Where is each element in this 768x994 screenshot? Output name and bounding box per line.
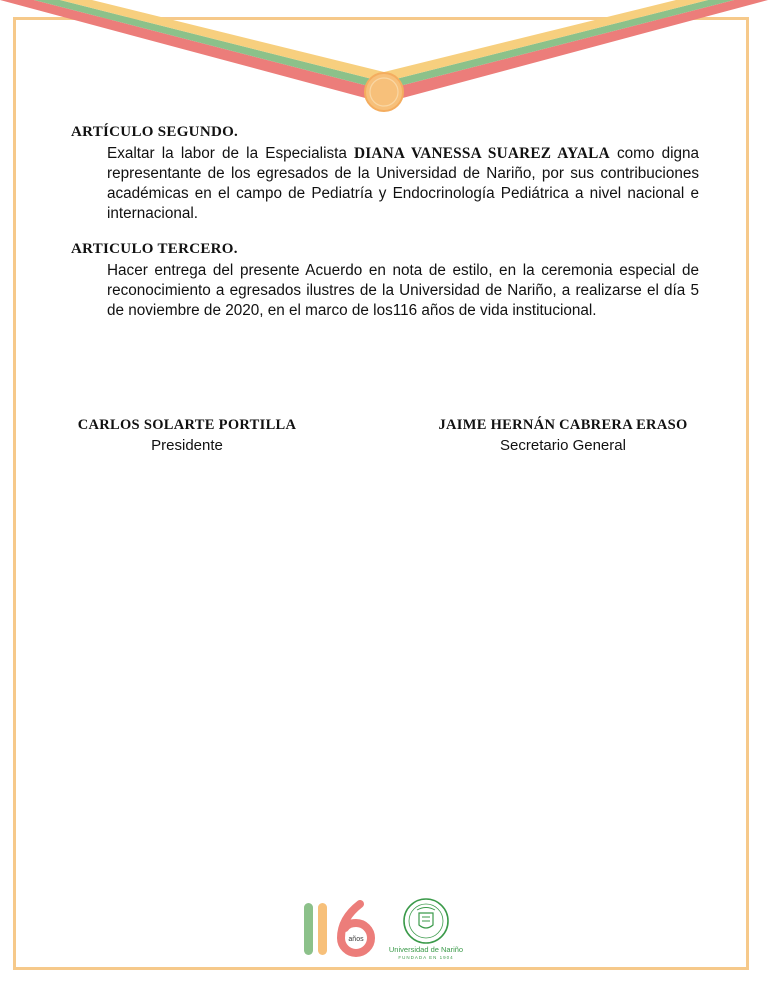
honoree-name: DIANA VANESSA SUAREZ AYALA bbox=[354, 145, 610, 162]
signature-president bbox=[71, 417, 303, 454]
article-heading: ARTÍCULO SEGUNDO. bbox=[71, 124, 239, 140]
article-text: Exaltar la labor de la Especialista DIANA VANESSA SUAREZ AYALA como digna representante de los egresados de la Universidad de Nariño, por sus contribuciones académicas en el campo de Pediatría y Endocrinología Pediátrica a nivel nacional e internacional. bbox=[107, 145, 699, 222]
signatory-name: CARLOS SOLARTE PORTILLA bbox=[77, 417, 297, 433]
university-name: Universidad de Nariño bbox=[388, 945, 464, 954]
article-segundo bbox=[71, 124, 699, 224]
ribbon-medal bbox=[365, 73, 403, 111]
article-tercero bbox=[71, 241, 699, 321]
article-heading: ARTICULO TERCERO. bbox=[71, 241, 238, 257]
article-text: Hacer entrega del presente Acuerdo en nota de estilo, en la ceremonia especial de reconocimiento a egresados ilustres de la Universidad de Nariño, a realizarse el día 5 de noviembre de 2020, en el marco de los116 años de vida institucional. bbox=[107, 262, 699, 319]
signatory-name: JAIME HERNÁN CABRERA ERASO bbox=[438, 417, 688, 433]
signatory-role: Secretario General bbox=[500, 437, 626, 454]
header-ribbon bbox=[0, 0, 768, 120]
signature-secretary bbox=[427, 417, 699, 454]
anniversary-word: años bbox=[348, 936, 364, 943]
university-founded: FUNDADA EN 1904 bbox=[398, 955, 454, 960]
signatory-role: Presidente bbox=[151, 437, 223, 454]
anniversary-116-logo bbox=[303, 900, 378, 958]
